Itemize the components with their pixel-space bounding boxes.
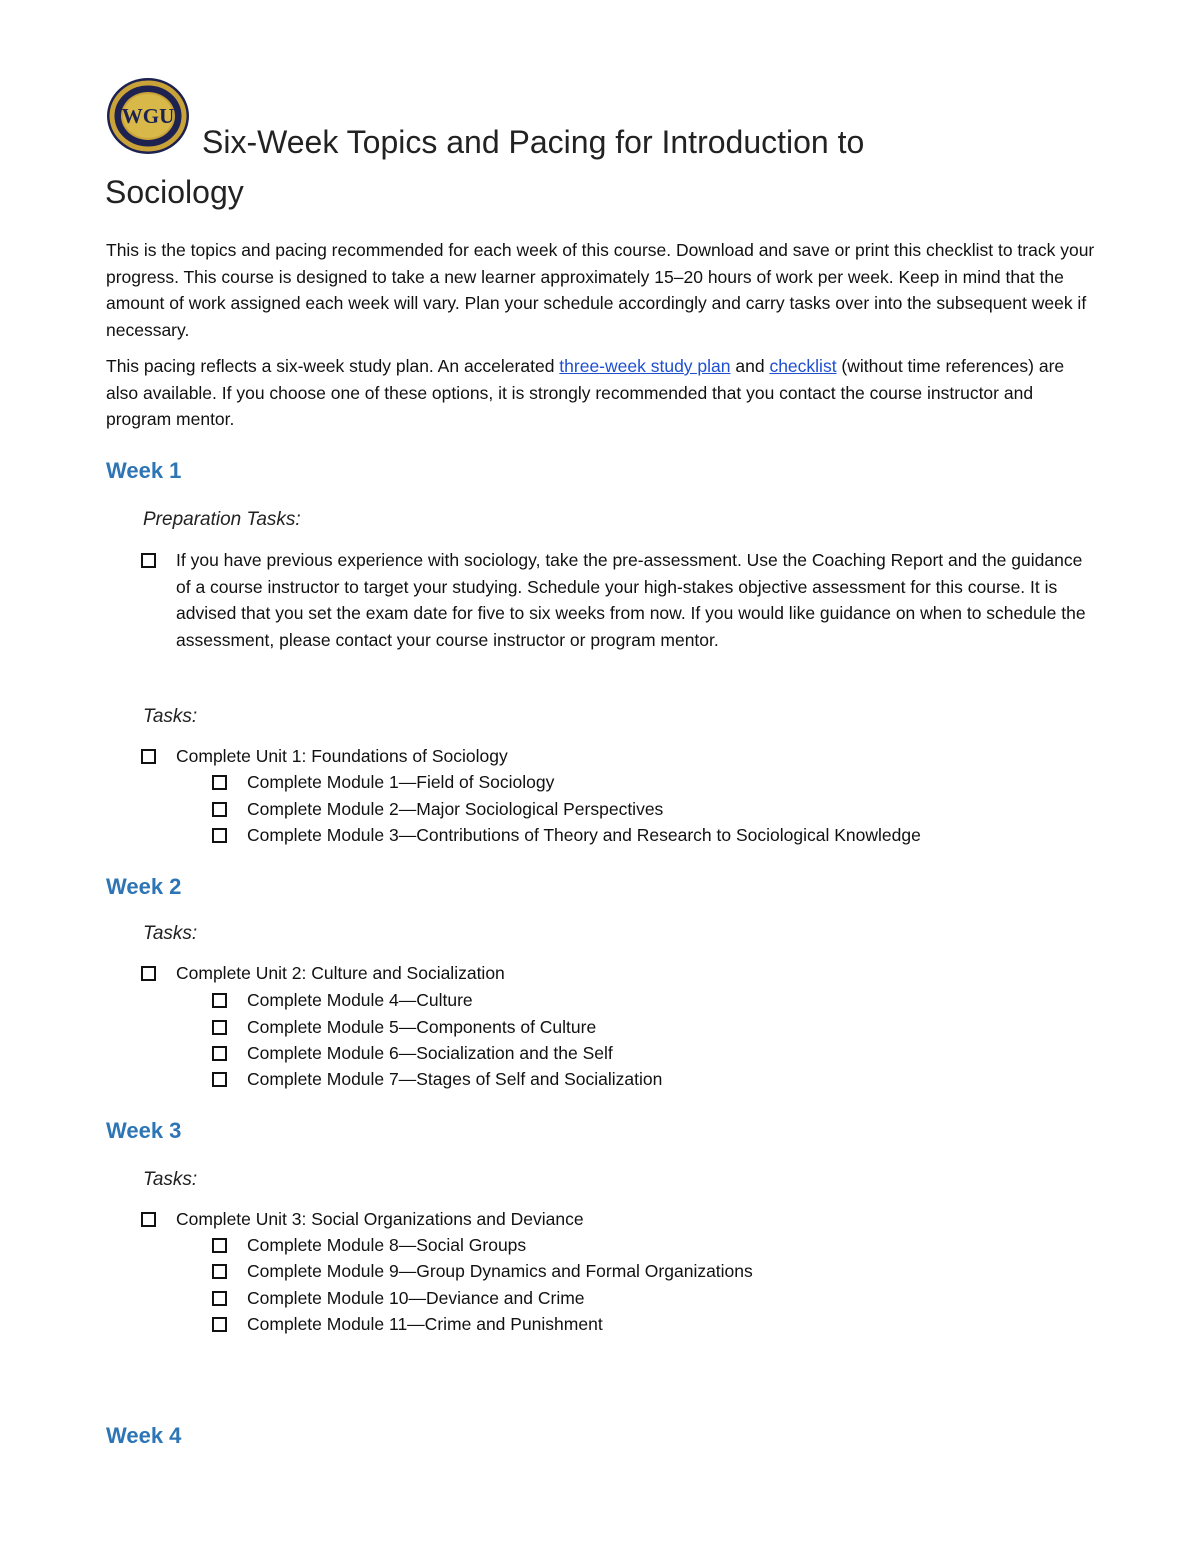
checkbox[interactable] [212, 993, 227, 1008]
checklist-subitem [247, 1311, 1172, 1338]
checklist-subitem [247, 1285, 1172, 1312]
tasks-label: Tasks: [143, 1169, 198, 1190]
checklist-subitem [247, 1014, 1172, 1041]
checklist-subitem [247, 1258, 1172, 1285]
preparation-tasks-label: Preparation Tasks: [143, 509, 301, 530]
module-text: Complete Module 2—Major Sociological Perspectives [247, 799, 664, 819]
checklist-subitem [247, 987, 1172, 1014]
checkbox[interactable] [212, 1072, 227, 1087]
checklist-item [176, 547, 1101, 653]
page-title-line-2: Sociology [105, 174, 244, 210]
three-week-study-plan-link[interactable]: three-week study plan [559, 356, 731, 376]
week-1-heading: Week 1 [106, 458, 182, 483]
module-text: Complete Module 3—Contributions of Theory and Research to Sociological Knowledge [247, 825, 921, 845]
pacing-text-b: and [730, 356, 770, 376]
checklist-subitem [247, 1040, 1172, 1067]
intro-paragraph: This is the topics and pacing recommended for each week of this course. Download and save or print this checklist to track your progress. This course is designed to take a new learner approximately 15–20 hours of work per week. Keep in mind that the amount of work assigned each week will vary. Plan your schedule accordingly and carry tasks over into the subsequent week if necessary. [106, 240, 1095, 340]
checklist-item [176, 743, 1101, 770]
pacing-text-c: (without time references) are also available. If you choose one of these options, it is strongly recommended that you contact the course instructor and program mentor. [106, 356, 1065, 429]
checkbox[interactable] [212, 1317, 227, 1332]
week-2-heading: Week 2 [106, 874, 182, 899]
unit-text: Complete Unit 1: Foundations of Sociology [176, 746, 508, 766]
checklist-link[interactable]: checklist [769, 356, 837, 376]
week-3-heading: Week 3 [106, 1118, 182, 1143]
checklist-item [176, 960, 1101, 987]
checklist-subitem [247, 822, 1172, 849]
tasks-label: Tasks: [143, 923, 198, 944]
checkbox[interactable] [212, 1291, 227, 1306]
module-text: Complete Module 11—Crime and Punishment [247, 1314, 603, 1334]
checklist-item [176, 1206, 1101, 1233]
unit-text: Complete Unit 2: Culture and Socialization [176, 963, 505, 983]
tasks-label: Tasks: [143, 706, 198, 727]
module-text: Complete Module 5—Components of Culture [247, 1017, 597, 1037]
checklist-subitem [247, 1066, 1172, 1093]
checklist-item-text: If you have previous experience with sociology, take the pre-assessment. Use the Coaching Report and the guidance of a course instructor to target your studying. Schedule your high-stakes objective assessment for this course. It is advised that you set the exam date for five to six weeks from now. If you would like guidance on when to schedule the assessment, please contact your course instructor or program mentor. [176, 550, 1086, 650]
module-text: Complete Module 4—Culture [247, 990, 473, 1010]
page-title-line-1: Six-Week Topics and Pacing for Introduction to [202, 124, 865, 160]
checklist-subitem [247, 769, 1172, 796]
checkbox[interactable] [212, 1238, 227, 1253]
module-text: Complete Module 7—Stages of Self and Socialization [247, 1069, 663, 1089]
checklist-subitem [247, 796, 1172, 823]
checklist-subitem [247, 1232, 1172, 1259]
checkbox[interactable] [141, 966, 156, 981]
pacing-paragraph [106, 353, 1096, 433]
module-text: Complete Module 8—Social Groups [247, 1235, 527, 1255]
pacing-text-a: This pacing reflects a six-week study plan. An accelerated [106, 356, 560, 376]
checkbox[interactable] [212, 802, 227, 817]
unit-text: Complete Unit 3: Social Organizations and Deviance [176, 1209, 584, 1229]
week-4-heading: Week 4 [106, 1423, 182, 1448]
svg-text:WGU: WGU [121, 104, 175, 128]
checkbox[interactable] [212, 1046, 227, 1061]
module-text: Complete Module 1—Field of Sociology [247, 772, 555, 792]
wgu-seal-logo [104, 76, 194, 156]
checkbox[interactable] [212, 1020, 227, 1035]
wgu-seal-icon [104, 76, 194, 156]
module-text: Complete Module 10—Deviance and Crime [247, 1288, 585, 1308]
module-text: Complete Module 6—Socialization and the Self [247, 1043, 613, 1063]
checkbox[interactable] [212, 1264, 227, 1279]
checkbox[interactable] [141, 749, 156, 764]
checkbox[interactable] [212, 775, 227, 790]
checkbox[interactable] [141, 1212, 156, 1227]
module-text: Complete Module 9—Group Dynamics and Formal Organizations [247, 1261, 753, 1281]
checkbox[interactable] [141, 553, 156, 568]
checkbox[interactable] [212, 828, 227, 843]
